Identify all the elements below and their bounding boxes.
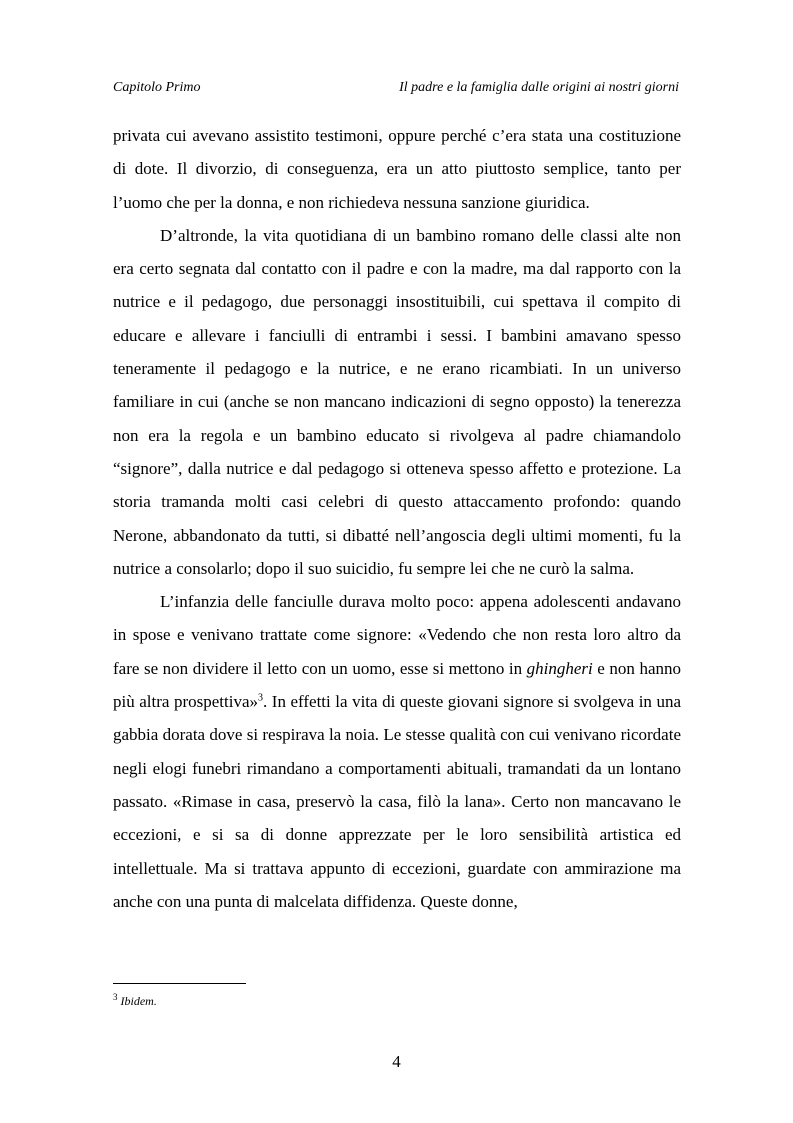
paragraph <box>113 585 681 918</box>
chapter-title: Capitolo Primo <box>113 80 201 95</box>
paragraph: privata cui avevano assistito testimoni, oppure perché c’era stata una costituzione di dote. Il divorzio, di conseguenza, era un atto piuttosto semplice, tanto per l’uomo che per la donna, e non richiedeva nessuna sanzione giuridica. <box>113 126 681 212</box>
footnote-separator <box>113 983 246 984</box>
footnote-number: 3 <box>113 992 118 1002</box>
paragraph-text: e non hanno più altra prospettiva» <box>113 658 681 712</box>
page-number: 4 <box>392 1052 401 1071</box>
footnote-reference[interactable]: 3 <box>258 692 264 704</box>
body-text <box>113 119 681 918</box>
footnote <box>113 994 157 1009</box>
running-header <box>113 80 679 100</box>
paragraph-text: . In effetti la vita di queste giovani signore si svolgeva in una gabbia dorata dove si respirava la noia. Le stesse qualità con cui venivano ricordate negli elogi funebri rimandano a comportamenti abituali, tramandati da un lontano passato. «Rimase in casa, preservò la casa, filò la lana». Certo non mancavano le eccezioni, e si sa di donne apprezzate per le loro sensibilità artistica ed intellettuale. Ma si trattava appunto di eccezioni, guardate con ammirazione ma anche con una punta di malcelata diffidenza. Queste donne, <box>113 692 681 911</box>
paragraph-text: L’infanzia delle fanciulle durava molto poco: appena adolescenti andavano in spose e venivano trattate come signore: «Vedendo che non resta loro altro da fare se non dividere il letto con un uomo, esse si mettono in <box>113 592 681 678</box>
book-title: Il padre e la famiglia dalle origini ai nostri giorni <box>399 80 679 95</box>
paragraph: D’altronde, la vita quotidiana di un bambino romano delle classi alte non era certo segnata dal contatto con il padre e con la madre, ma dal rapporto con la nutrice e il pedagogo, due personaggi insostituibili, cui spettava il compito di educare e allevare i fanciulli di entrambi i sessi. I bambini amavano spesso teneramente il pedagogo e la nutrice, e ne erano ricambiati. In un universo familiare in cui (anche se non mancano indicazioni di segno opposto) la tenerezza non era la regola e un bambino educato si rivolgeva al padre chiamandolo “signore”, dalla nutrice e dal pedagogo si otteneva spesso affetto e protezione. La storia tramanda molti casi celebri di questo attaccamento profondo: quando Nerone, abbandonato da tutti, si dibatté nell’angoscia degli ultimi momenti, fu la nutrice a consolarlo; dopo il suo suicidio, fu sempre lei che ne curò la salma. <box>113 225 681 578</box>
emphasis-text: ghingheri <box>526 658 593 678</box>
footnote-text: Ibidem. <box>120 994 157 1008</box>
